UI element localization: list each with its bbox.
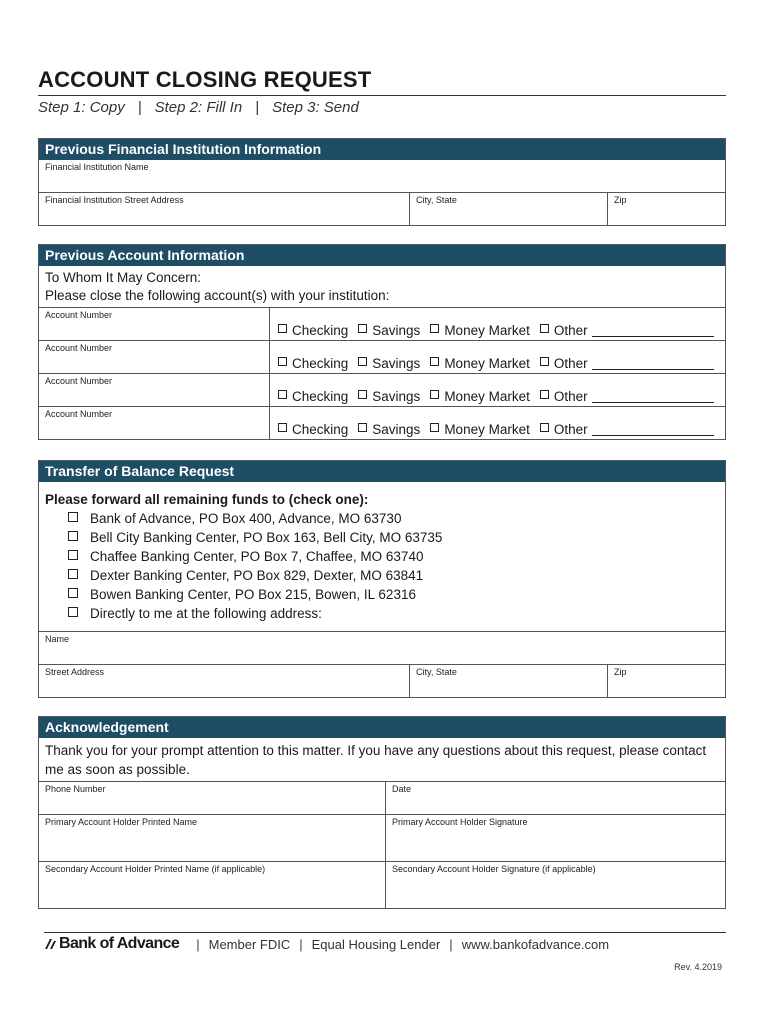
institution-name-field[interactable] [39,160,725,192]
field-label: Financial Institution Name [45,162,149,172]
account-type-savings[interactable] [358,356,420,371]
account-type-checking[interactable] [278,356,348,371]
title-divider [38,95,726,96]
checkbox[interactable] [278,423,287,432]
account-type-checking[interactable] [278,389,348,404]
field-label: Secondary Account Holder Printed Name (if applicable) [45,864,266,874]
account-type-other[interactable] [540,356,714,371]
account-row [39,373,725,406]
option-label: Checking [292,356,349,371]
recipient-street-field[interactable] [39,665,409,697]
checkbox[interactable] [68,607,78,617]
field-label: Account Number [45,310,113,320]
primary-signature-field[interactable] [385,815,725,861]
intro-line-1: To Whom It May Concern: [45,270,202,285]
account-row [39,406,725,439]
checkbox[interactable] [430,357,439,366]
date-field[interactable] [385,782,725,814]
option-label: Other [553,323,588,338]
account-number-field[interactable] [39,308,270,340]
transfer-lead: Please forward all remaining funds to (check one): [45,492,369,507]
account-type-options [270,374,725,406]
recipient-name-field[interactable] [39,632,725,664]
field-label: Name [45,634,70,644]
option-label: Savings [372,422,421,437]
secondary-signature-field[interactable] [385,862,725,908]
checkbox[interactable] [430,324,439,333]
checkbox[interactable] [358,390,367,399]
account-type-money-market[interactable] [430,323,530,338]
footer-line [44,935,726,953]
field-label: Street Address [45,667,105,677]
field-label: City, State [416,667,457,677]
transfer-choice[interactable] [68,547,719,566]
option-label: Money Market [444,323,530,338]
checkbox[interactable] [358,423,367,432]
footer [44,932,726,972]
account-number-field[interactable] [39,341,270,373]
account-rows [39,307,725,439]
other-specify-field[interactable] [592,390,714,403]
checkbox[interactable] [68,512,78,522]
field-label: Account Number [45,343,113,353]
option-label: Savings [372,389,421,404]
checkbox[interactable] [278,390,287,399]
checkbox[interactable] [540,390,549,399]
field-label: Primary Account Holder Signature [392,817,528,827]
section-acknowledgement [38,716,726,909]
checkbox[interactable] [540,423,549,432]
account-type-savings[interactable] [358,422,420,437]
choice-label: Bowen Banking Center, PO Box 215, Bowen, IL 62316 [90,587,416,602]
step-3: Step 3: Send [272,99,359,116]
account-type-other[interactable] [540,323,714,338]
checkbox[interactable] [540,357,549,366]
transfer-options [39,482,725,631]
checkbox[interactable] [540,324,549,333]
option-label: Checking [292,422,349,437]
account-number-field[interactable] [39,407,270,439]
section-header: Previous Account Information [39,245,725,266]
bank-logo-text: Bank of Advance [59,935,180,952]
checkbox[interactable] [68,588,78,598]
bank-logo-icon [44,938,58,950]
account-number-field[interactable] [39,374,270,406]
checkbox[interactable] [358,357,367,366]
form-page [38,66,726,909]
footer-separator: | [449,936,453,952]
form-title: ACCOUNT CLOSING REQUEST [38,67,372,92]
section-header: Previous Financial Institution Information [39,139,725,160]
option-label: Other [553,356,588,371]
account-type-options [270,407,725,439]
field-label: Secondary Account Holder Signature (if applicable) [392,864,596,874]
section-header: Acknowledgement [39,717,725,738]
account-type-options [270,308,725,340]
field-label: Primary Account Holder Printed Name [45,817,198,827]
step-separator: | [137,99,142,116]
section-header: Transfer of Balance Request [39,461,725,482]
checkbox[interactable] [68,569,78,579]
option-label: Money Market [444,389,530,404]
transfer-choice[interactable] [68,604,719,623]
account-intro [39,266,725,307]
ack-text: Thank you for your prompt attention to this matter. If you have any questions about this request, please contact me as soon as possible. [45,743,707,777]
field-label: Zip [614,195,627,205]
transfer-choice-list [45,509,719,623]
step-2: Step 2: Fill In [154,99,243,116]
field-label: Account Number [45,376,113,386]
step-1: Step 1: Copy [38,99,125,116]
account-type-money-market[interactable] [430,389,530,404]
account-type-other[interactable] [540,422,714,437]
option-label: Checking [292,389,349,404]
field-label: Zip [614,667,627,677]
field-label: Phone Number [45,784,106,794]
field-label: City, State [416,195,457,205]
field-label: Account Number [45,409,113,419]
intro-line-2: Please close the following account(s) with your institution: [45,288,390,303]
account-type-checking[interactable] [278,422,348,437]
transfer-choice[interactable] [68,528,719,547]
bank-logo [44,935,179,953]
choice-label: Directly to me at the following address: [90,606,322,621]
institution-city-field[interactable] [409,193,607,225]
field-label: Date [392,784,412,794]
checkbox[interactable] [68,531,78,541]
option-label: Savings [372,356,421,371]
transfer-choice[interactable] [68,509,719,528]
checkbox[interactable] [358,324,367,333]
account-type-checking[interactable] [278,323,348,338]
option-label: Money Market [444,422,530,437]
choice-label: Chaffee Banking Center, PO Box 7, Chaffee, MO 63740 [90,549,424,564]
section-prev-account [38,244,726,440]
checkbox[interactable] [430,390,439,399]
checkbox[interactable] [278,357,287,366]
option-label: Money Market [444,356,530,371]
option-label: Other [553,422,588,437]
revision: Rev. 4.2019 [674,962,722,972]
institution-zip-field[interactable] [607,193,725,225]
account-type-money-market[interactable] [430,356,530,371]
checkbox[interactable] [68,550,78,560]
checkbox[interactable] [278,324,287,333]
recipient-city-field[interactable] [409,665,607,697]
option-label: Savings [372,323,421,338]
primary-name-field[interactable] [39,815,385,861]
other-specify-field[interactable] [592,423,714,436]
section-transfer [38,460,726,698]
steps-line [38,98,726,118]
phone-field[interactable] [39,782,385,814]
account-row [39,307,725,340]
account-type-money-market[interactable] [430,422,530,437]
account-type-options [270,341,725,373]
website-link[interactable]: www.bankofadvance.com [461,936,610,952]
choice-label: Bell City Banking Center, PO Box 163, Bell City, MO 63735 [90,530,443,545]
option-label: Other [553,389,588,404]
account-type-savings[interactable] [358,389,420,404]
other-specify-field[interactable] [592,357,714,370]
transfer-choice[interactable] [68,566,719,585]
footer-separator: | [299,936,303,952]
footer-separator: | [196,936,200,952]
equal-housing: Equal Housing Lender [311,936,441,952]
other-specify-field[interactable] [592,324,714,337]
institution-street-field[interactable] [39,193,409,225]
account-type-other[interactable] [540,389,714,404]
option-label: Checking [292,323,349,338]
account-row [39,340,725,373]
field-label: Financial Institution Street Address [45,195,184,205]
choice-label: Bank of Advance, PO Box 400, Advance, MO 63730 [90,511,402,526]
transfer-choice[interactable] [68,585,719,604]
footer-divider [44,932,726,933]
choice-label: Dexter Banking Center, PO Box 829, Dexter, MO 63841 [90,568,424,583]
secondary-name-field[interactable] [39,862,385,908]
checkbox[interactable] [430,423,439,432]
step-separator: | [255,99,260,116]
account-type-savings[interactable] [358,323,420,338]
member-fdic: Member FDIC [208,936,291,952]
recipient-zip-field[interactable] [607,665,725,697]
section-prev-institution [38,138,726,226]
